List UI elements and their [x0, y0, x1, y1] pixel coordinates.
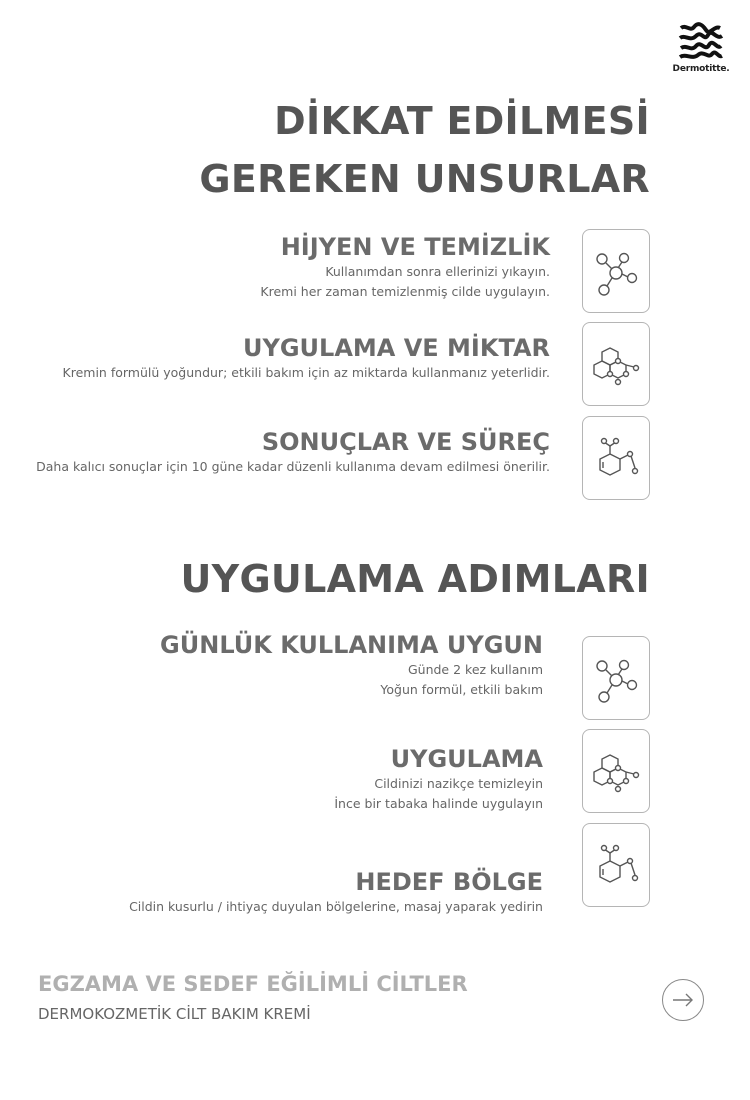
application-step-title: UYGULAMA [390, 745, 543, 773]
target-area-title: HEDEF BÖLGE [355, 868, 543, 896]
hexagon-molecule-icon [582, 729, 650, 813]
molecule-network-icon [582, 636, 650, 720]
footer-subtitle: DERMOKOZMETİK CİLT BAKIM KREMİ [38, 1005, 311, 1023]
benzene-molecule-icon [582, 823, 650, 907]
application-amount-title: UYGULAMA VE MİKTAR [242, 334, 550, 362]
arrow-right-icon [671, 993, 695, 1007]
molecule-network-icon [582, 229, 650, 313]
next-button[interactable] [662, 979, 704, 1021]
application-amount-item [63, 333, 550, 383]
application-step-desc-1: Cildinizi nazikçe temizleyin [374, 776, 543, 791]
daily-use-item [160, 630, 543, 700]
target-area-desc: Cildin kusurlu / ihtiyaç duyulan bölgelerine, masaj yaparak yedirin [129, 899, 543, 914]
daily-use-title: GÜNLÜK KULLANIMA UYGUN [160, 631, 543, 659]
brand-logo-mark [678, 22, 724, 62]
section1-title [199, 92, 650, 208]
results-process-item [36, 427, 550, 477]
application-step-item [334, 744, 543, 814]
daily-use-desc-2: Yoğun formül, etkili bakım [380, 682, 543, 697]
section1-title-line1: DİKKAT EDİLMESİ [274, 99, 650, 143]
daily-use-desc-1: Günde 2 kez kullanım [407, 662, 543, 677]
target-area-item [129, 867, 543, 917]
hygiene-title: HİJYEN VE TEMİZLİK [280, 233, 550, 261]
application-amount-desc: Kremin formülü yoğundur; etkili bakım için az miktarda kullanmanız yeterlidir. [62, 365, 550, 380]
hygiene-desc-1: Kullanımdan sonra ellerinizi yıkayın. [325, 264, 550, 279]
hygiene-item [260, 232, 550, 302]
hygiene-desc-2: Kremi her zaman temizlenmiş cilde uygulayın. [260, 284, 550, 299]
results-process-title: SONUÇLAR VE SÜREÇ [261, 428, 550, 456]
hexagon-molecule-icon [582, 322, 650, 406]
brand-name: Dermotitte. [672, 64, 730, 74]
section2-title: UYGULAMA ADIMLARI [180, 557, 650, 601]
brand-logo [670, 22, 732, 74]
application-step-desc-2: İnce bir tabaka halinde uygulayın [334, 796, 543, 811]
results-process-desc: Daha kalıcı sonuçlar için 10 güne kadar düzenli kullanıma devam edilmesi önerilir. [36, 459, 550, 474]
benzene-molecule-icon [582, 416, 650, 500]
footer-title: EGZAMA VE SEDEF EĞİLİMLİ CİLTLER [38, 972, 468, 996]
section1-title-line2: GEREKEN UNSURLAR [199, 157, 650, 201]
